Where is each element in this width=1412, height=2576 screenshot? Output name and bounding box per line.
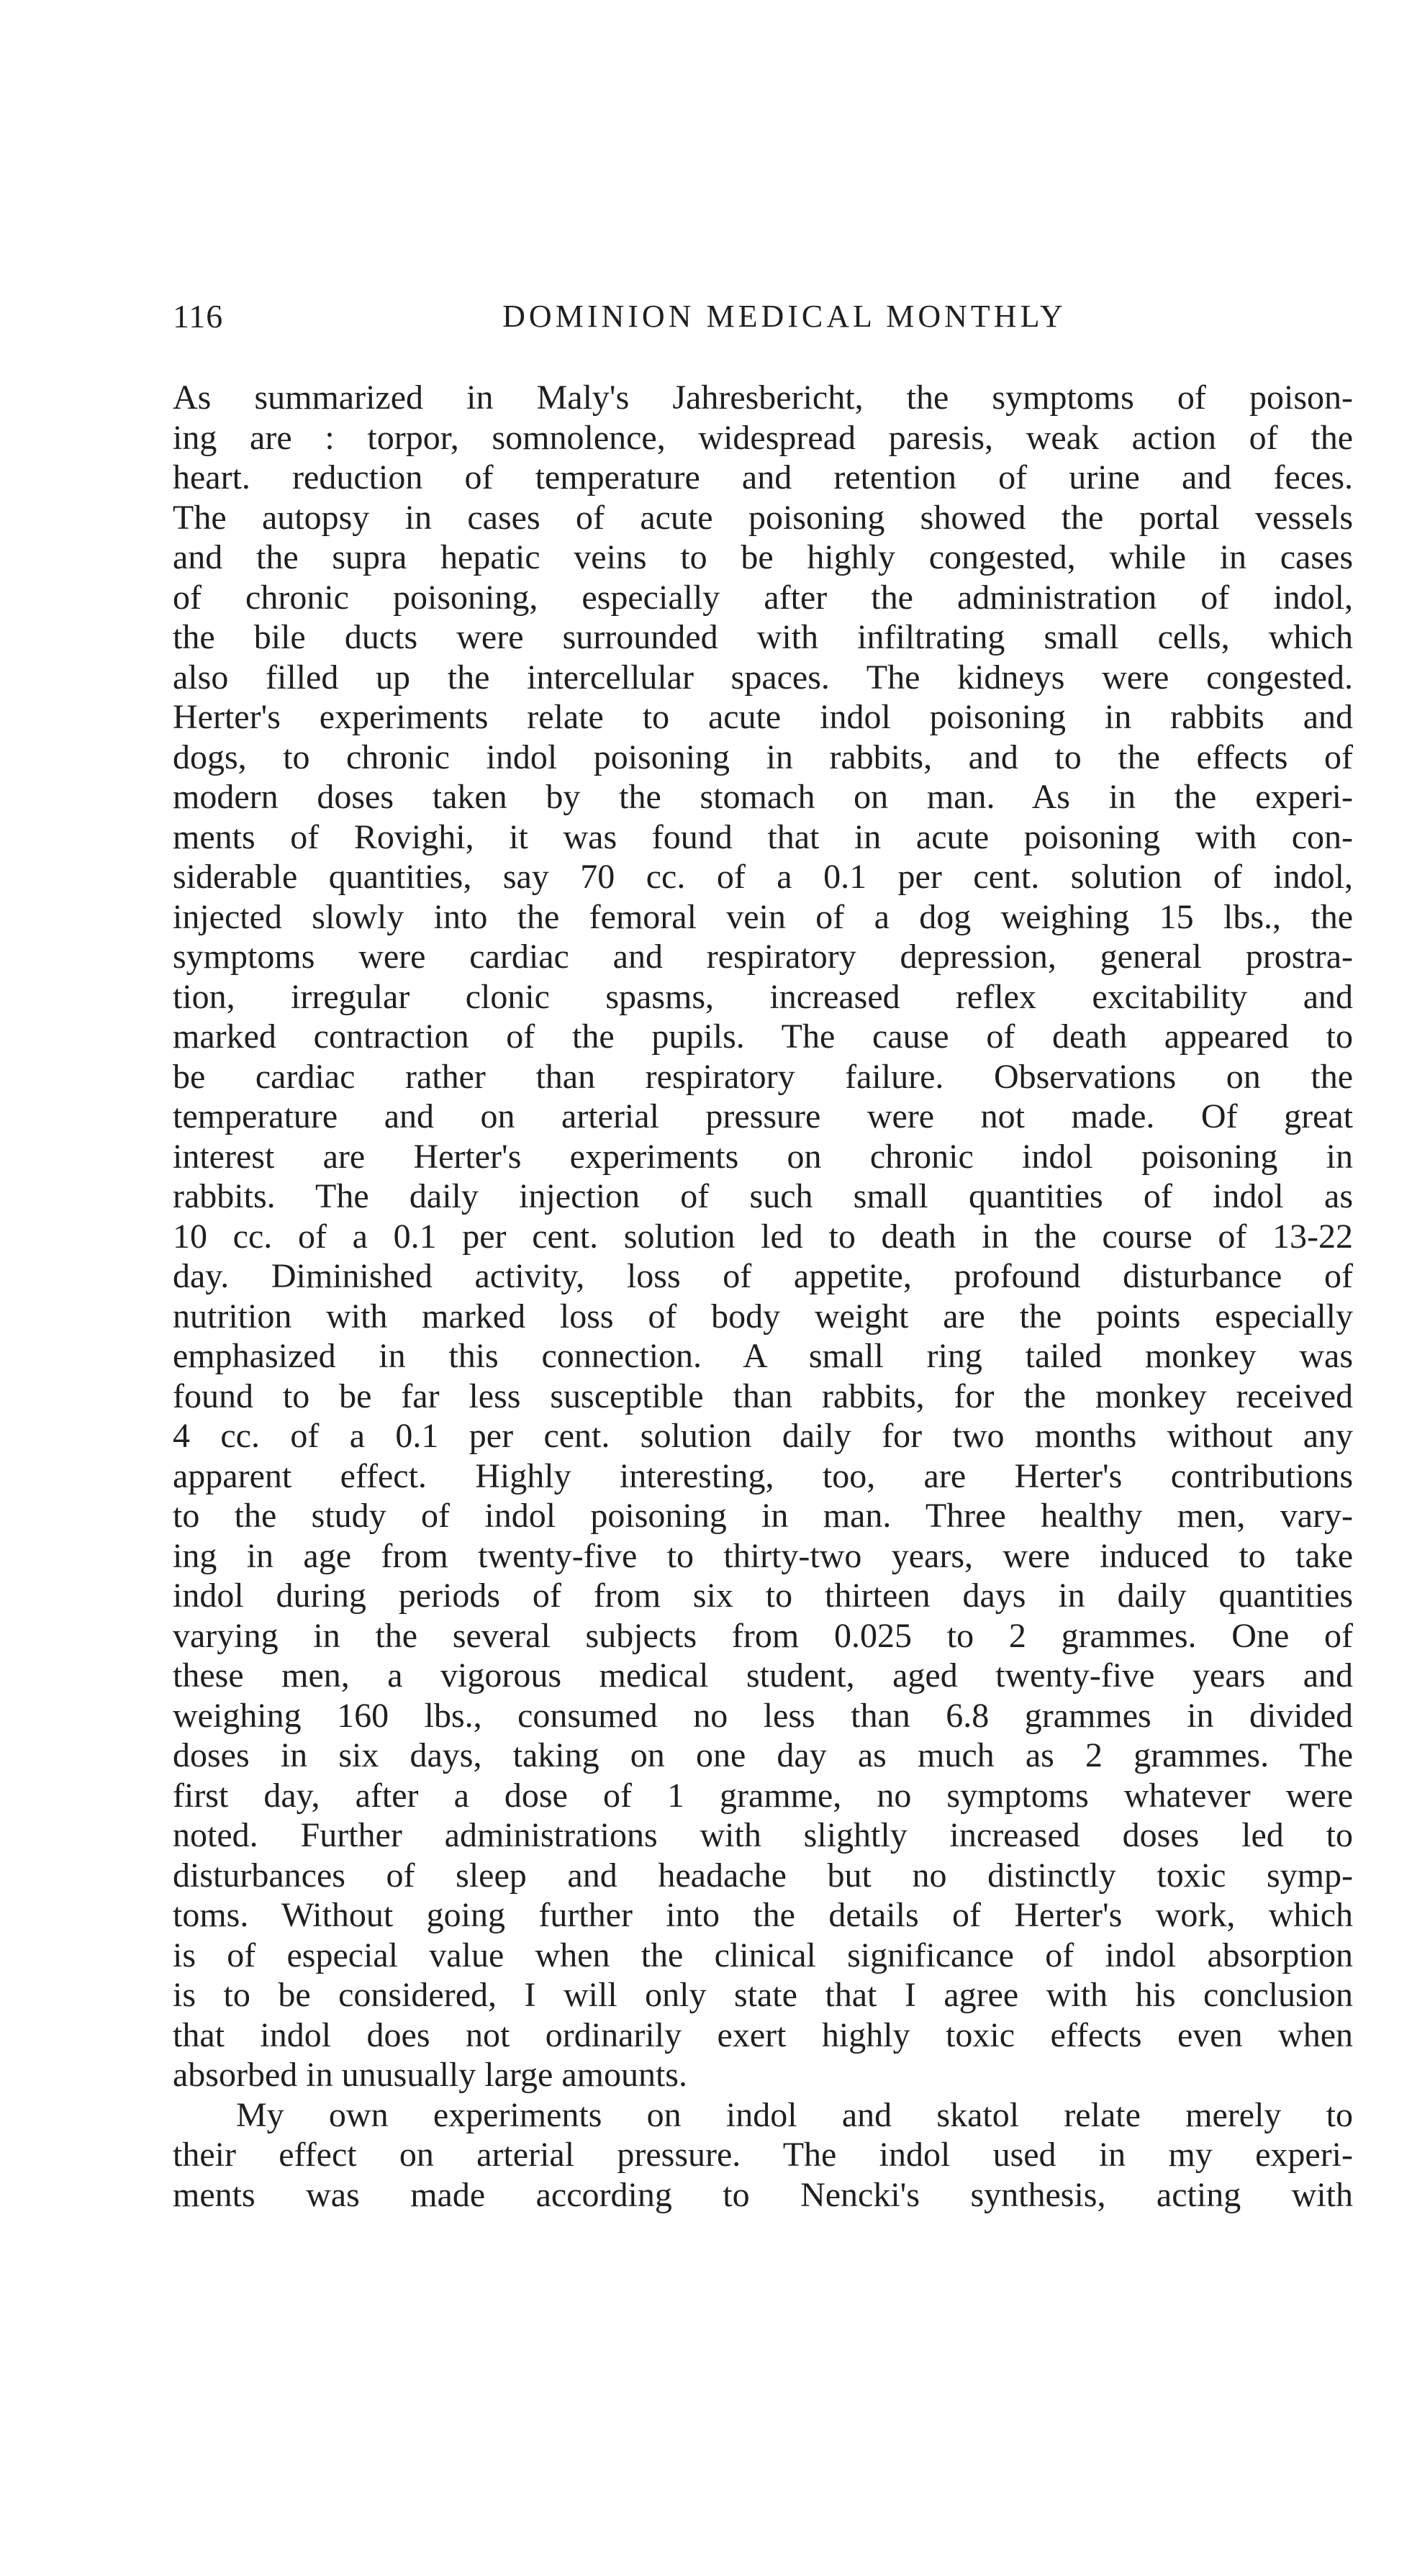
text-line: ing in age from twenty-five to thirty-two years, were induced to take: [173, 1536, 1353, 1575]
text-line: modern doses taken by the stomach on man. As in the experi-: [173, 778, 1353, 816]
text-line: weighing 160 lbs., consumed no less than 6.8 grammes in divided: [173, 1696, 1353, 1735]
running-head: DOMINION MEDICAL MONTHLY: [502, 299, 1067, 334]
text-line: interest are Herter's experiments on chronic indol poisoning in: [173, 1137, 1353, 1176]
text-line: injected slowly into the femoral vein of a dog weighing 15 lbs., the: [173, 897, 1353, 936]
text-line: absorbed in unusually large amounts.: [173, 2056, 687, 2094]
text-line: rabbits. The daily injection of such small quantities of indol as: [173, 1177, 1353, 1215]
text-line: doses in six days, taking on one day as much as 2 grammes. The: [173, 1736, 1353, 1774]
text-line: that indol does not ordinarily exert highly toxic effects even when: [173, 2015, 1353, 2054]
text-line: temperature and on arterial pressure were not made. Of great: [173, 1097, 1353, 1135]
text-line: day. Diminished activity, loss of appetite, profound disturbance of: [173, 1257, 1353, 1295]
text-line: is to be considered, I will only state that I agree with his conclusion: [173, 1976, 1353, 2014]
text-line: heart. reduction of temperature and retention of urine and feces.: [173, 458, 1353, 496]
text-line: emphasized in this connection. A small ring tailed monkey was: [173, 1337, 1353, 1375]
text-line: be cardiac rather than respiratory failure. Observations on the: [173, 1057, 1353, 1096]
text-line: marked contraction of the pupils. The cause of death appeared to: [173, 1017, 1353, 1056]
text-line: ments of Rovighi, it was found that in acute poisoning with con-: [173, 817, 1353, 856]
page-number: 116: [173, 298, 224, 335]
text-line: and the supra hepatic veins to be highly congested, while in cases: [173, 538, 1353, 576]
text-line: Herter's experiments relate to acute indol poisoning in rabbits and: [173, 698, 1353, 736]
text-line: ments was made according to Nencki's synthesis, acting with: [173, 2175, 1353, 2214]
text-line: toms. Without going further into the details of Herter's work, which: [173, 1896, 1353, 1934]
text-line: first day, after a dose of 1 gramme, no symptoms whatever were: [173, 1776, 1353, 1815]
text-line: also filled up the intercellular spaces. The kidneys were congested.: [173, 658, 1353, 697]
text-line: tion, irregular clonic spasms, increased reflex excitability and: [173, 977, 1353, 1016]
text-line: disturbances of sleep and headache but no distinctly toxic symp-: [173, 1856, 1353, 1895]
text-line: found to be far less susceptible than rabbits, for the monkey received: [173, 1377, 1353, 1415]
text-line: ing are : torpor, somnolence, widespread paresis, weak action of the: [173, 418, 1353, 457]
text-line: siderable quantities, say 70 cc. of a 0.1 per cent. solution of indol,: [173, 858, 1353, 896]
text-line: the bile ducts were surrounded with infiltrating small cells, which: [173, 618, 1353, 656]
text-line: of chronic poisoning, especially after the administration of indol,: [173, 578, 1353, 617]
page-header: [173, 295, 1353, 338]
text-line: 4 cc. of a 0.1 per cent. solution daily for two months without any: [173, 1417, 1353, 1455]
text-line: As summarized in Maly's Jahresbericht, the symptoms of poison-: [173, 378, 1353, 417]
text-line: The autopsy in cases of acute poisoning showed the portal vessels: [173, 498, 1353, 537]
text-line: indol during periods of from six to thirteen days in daily quantities: [173, 1577, 1353, 1615]
body-text: [173, 378, 1353, 2215]
text-line: to the study of indol poisoning in man. Three healthy men, vary-: [173, 1497, 1353, 1535]
text-line: their effect on arterial pressure. The indol used in my experi-: [173, 2136, 1353, 2174]
text-line: nutrition with marked loss of body weight are the points especially: [173, 1297, 1353, 1335]
text-line: noted. Further administrations with slightly increased doses led to: [173, 1816, 1353, 1854]
text-line: dogs, to chronic indol poisoning in rabbits, and to the effects of: [173, 738, 1353, 776]
text-line: these men, a vigorous medical student, aged twenty-five years and: [173, 1656, 1353, 1695]
text-line: is of especial value when the clinical significance of indol absorption: [173, 1936, 1353, 1974]
text-line: varying in the several subjects from 0.025 to 2 grammes. One of: [173, 1616, 1353, 1655]
text-line: My own experiments on indol and skatol relate merely to: [236, 2095, 1353, 2134]
text-line: 10 cc. of a 0.1 per cent. solution led to death in the course of 13-22: [173, 1217, 1353, 1256]
text-line: symptoms were cardiac and respiratory depression, general prostra-: [173, 938, 1353, 976]
text-line: apparent effect. Highly interesting, too, are Herter's contributions: [173, 1456, 1353, 1495]
